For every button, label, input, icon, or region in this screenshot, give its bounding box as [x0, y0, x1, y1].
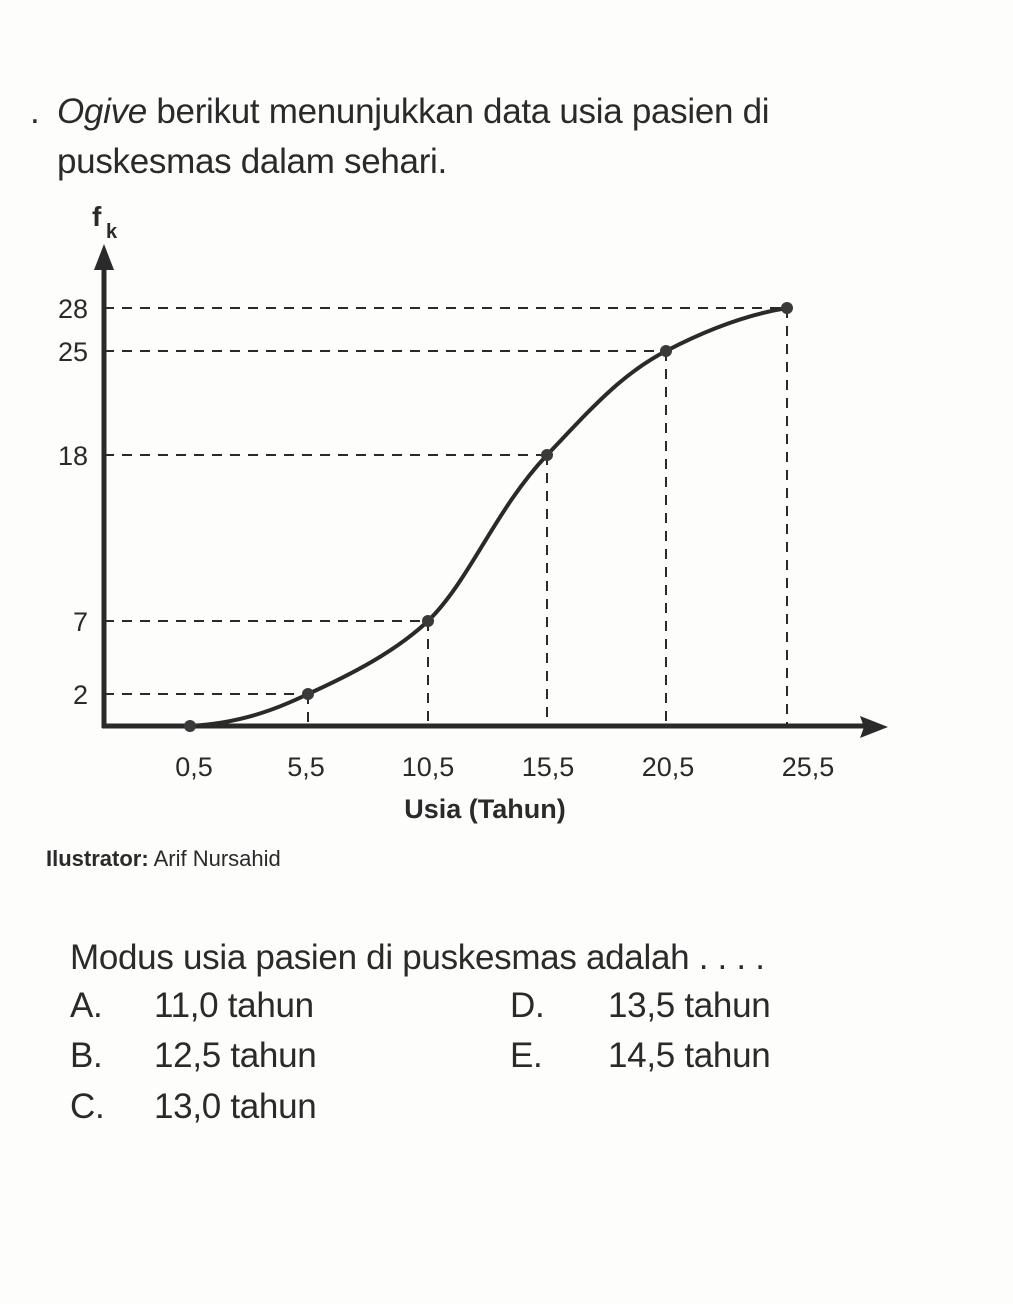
y-axis-label-sub: k — [106, 221, 118, 243]
question-intro: berikut menunjukkan data usia pasien di — [146, 92, 770, 131]
data-points — [184, 302, 793, 732]
x-tick: 0,5 — [175, 752, 213, 782]
option-b[interactable] — [70, 1031, 316, 1081]
y-tick: 2 — [72, 680, 88, 710]
question-line-2: puskesmas dalam sehari. — [57, 142, 447, 181]
option-a[interactable] — [70, 981, 314, 1031]
y-axis-arrow-icon — [94, 244, 114, 270]
ogive-term: Ogive — [57, 92, 147, 131]
option-letter: E. — [510, 1036, 543, 1075]
question-prompt: Modus usia pasien di puskesmas adalah . . . . — [70, 938, 765, 977]
x-tick: 10,5 — [401, 752, 455, 782]
option-text: 12,5 tahun — [154, 1036, 317, 1075]
option-letter: B. — [70, 1036, 103, 1075]
option-text: 13,0 tahun — [154, 1087, 317, 1126]
x-axis-arrow-icon — [860, 716, 888, 738]
option-text: 11,0 tahun — [154, 986, 314, 1025]
option-c[interactable] — [70, 1082, 316, 1132]
option-e[interactable] — [510, 1031, 770, 1081]
y-tick: 25 — [57, 337, 88, 367]
x-tick: 15,5 — [521, 752, 575, 782]
credit-name: Arif Nursahid — [153, 846, 281, 871]
option-text: 14,5 tahun — [608, 1036, 771, 1075]
y-tick: 18 — [57, 441, 88, 471]
option-letter: D. — [510, 986, 545, 1025]
option-d[interactable] — [510, 981, 770, 1031]
x-tick: 25,5 — [781, 752, 835, 782]
x-tick: 5,5 — [287, 752, 325, 782]
y-tick: 28 — [57, 294, 88, 324]
x-axis-label: Usia (Tahun) — [404, 794, 566, 824]
credit-label: Ilustrator: — [46, 846, 149, 871]
y-tick: 7 — [72, 607, 88, 637]
y-axis-label: f — [92, 201, 102, 232]
ogive-curve — [190, 308, 787, 726]
question-bullet: . — [30, 92, 40, 131]
option-letter: C. — [70, 1087, 105, 1126]
option-text: 13,5 tahun — [608, 986, 771, 1025]
x-tick: 20,5 — [641, 752, 695, 782]
guide-lines — [104, 308, 787, 726]
illustrator-credit — [46, 846, 281, 872]
option-letter: A. — [70, 986, 103, 1025]
